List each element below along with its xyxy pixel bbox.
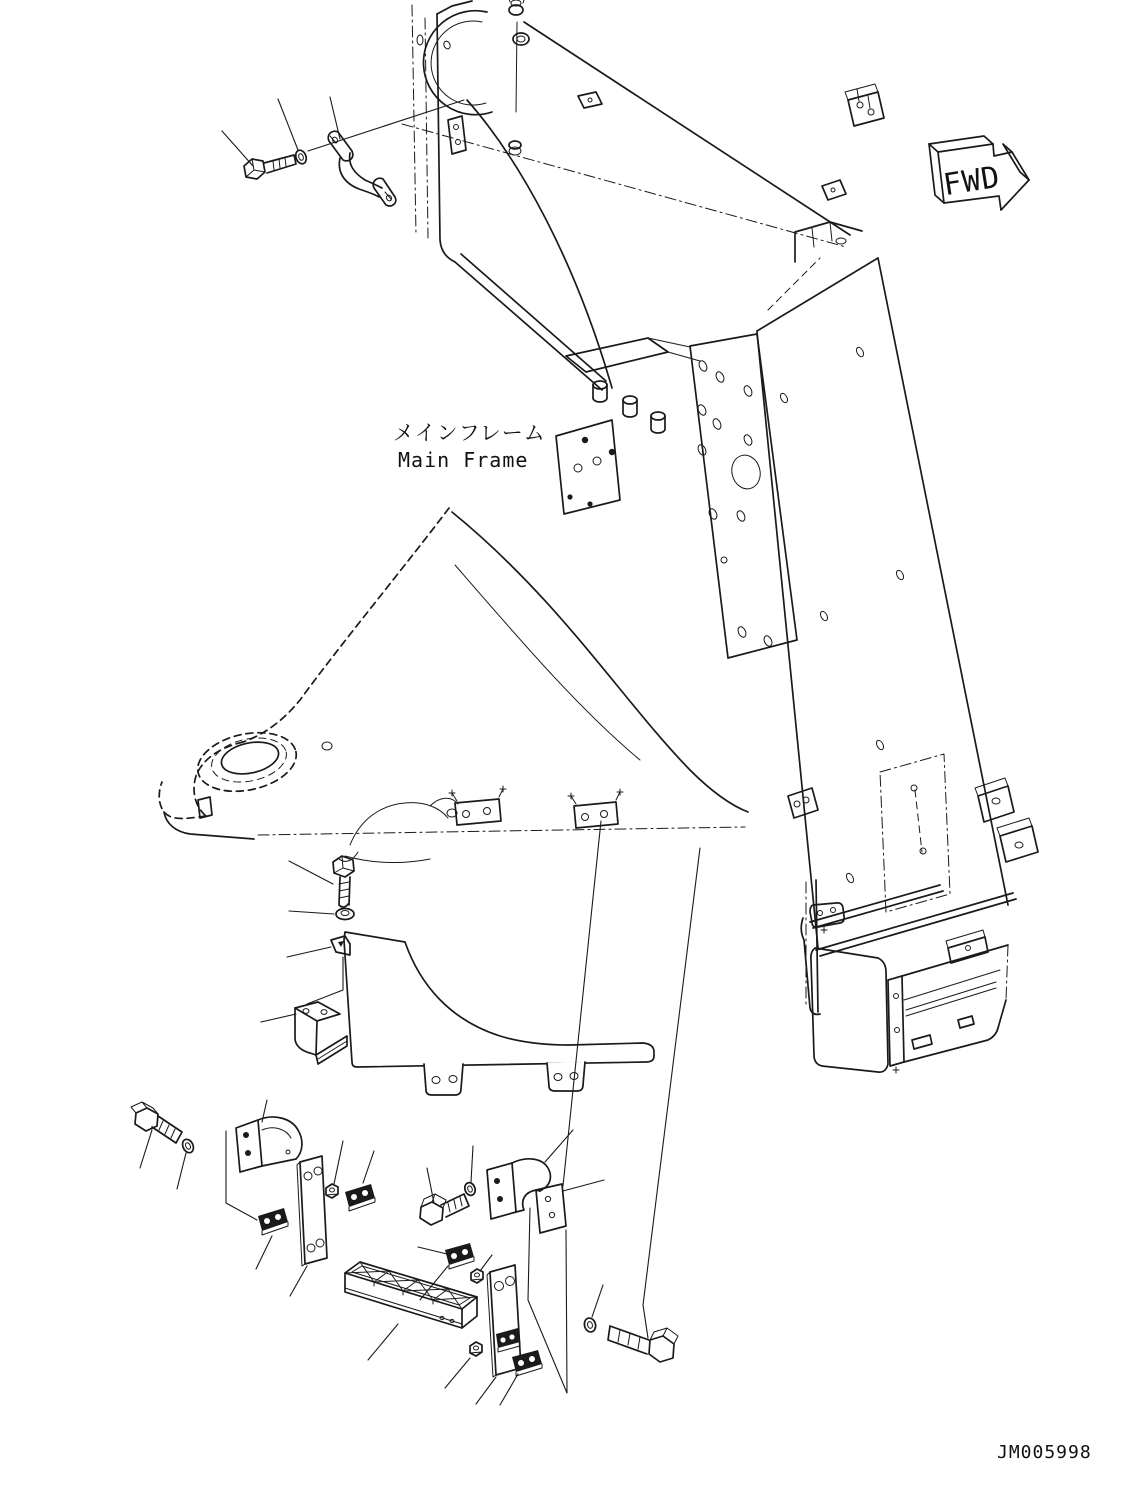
construction-line [226,1131,257,1220]
callout-line [445,1358,470,1388]
callout-line [177,1153,186,1189]
callout-line [287,947,331,957]
frame-boom [402,22,884,388]
nut [326,1184,338,1198]
bolt [131,1102,182,1143]
mount-pad [568,789,623,828]
frame-left-panel [412,0,606,390]
callout-line [563,1180,604,1191]
frame-junction [556,338,700,514]
callout-line [427,1168,434,1203]
callout-line [334,1141,343,1184]
washer [181,1138,196,1155]
fwd-label: FWD [940,159,1003,204]
callout-line [261,1014,296,1022]
bolt-plate-holes [697,360,774,648]
callout-line [368,1324,398,1360]
callout-line [420,1266,448,1300]
washer [336,909,354,920]
wear-plate [445,1243,474,1269]
callout-line [140,1130,152,1168]
callout-line [278,99,298,150]
hook-bracket [236,1117,302,1172]
corner-tab [331,936,350,955]
main-frame-label-jp: メインフレーム [393,421,546,445]
perforated-step-plate [344,932,654,1067]
callout-line [307,957,343,1004]
support-bracket [295,1002,347,1064]
bolt-plate [690,334,797,658]
callout-line [480,1255,492,1271]
plate-tab [547,1062,585,1091]
bolt [608,1326,678,1362]
bolt [333,856,354,907]
step-grate [345,1262,477,1360]
callout-line [500,1374,518,1405]
strap-plate [297,1156,327,1266]
step-assembly-right [418,1130,678,1405]
bolt [244,155,296,179]
bolt [420,1194,469,1225]
frame-arm [159,508,748,863]
callout-line [592,1285,603,1317]
fwd-arrow [929,136,1029,210]
callout-line [476,1377,496,1404]
wear-plate [512,1350,542,1376]
callout-line [289,911,334,914]
drawing-number: JM005998 [997,1442,1092,1463]
bracket-plate [448,116,466,154]
callout-line [222,131,253,166]
junction-pins [593,381,665,433]
washer [463,1181,477,1197]
main-frame [159,0,1038,1073]
callout-line [289,861,333,884]
grate-grid [345,1262,477,1309]
wear-plate [345,1184,375,1211]
step-plate-assembly [261,856,654,1095]
step-assembly-left [131,1100,375,1296]
nut [471,1269,483,1283]
frame-base-box [801,880,1016,1073]
callout-line [363,1151,374,1183]
callout-line [290,1266,307,1296]
washer [583,1317,597,1333]
callout-line [545,1130,573,1162]
callout-line [256,1236,272,1269]
z-bracket [487,1159,566,1233]
frame-tower [690,222,1038,948]
callout-line [643,848,700,1338]
callout-line [563,821,601,1186]
wear-plate [258,1208,288,1235]
mount-pad [449,786,506,825]
callout-line [471,1146,473,1182]
callout-line [418,1247,447,1254]
main-frame-label-en: Main Frame [398,448,529,472]
nut [470,1342,482,1356]
plate-tab [424,1064,463,1095]
grab-handle [328,131,396,206]
